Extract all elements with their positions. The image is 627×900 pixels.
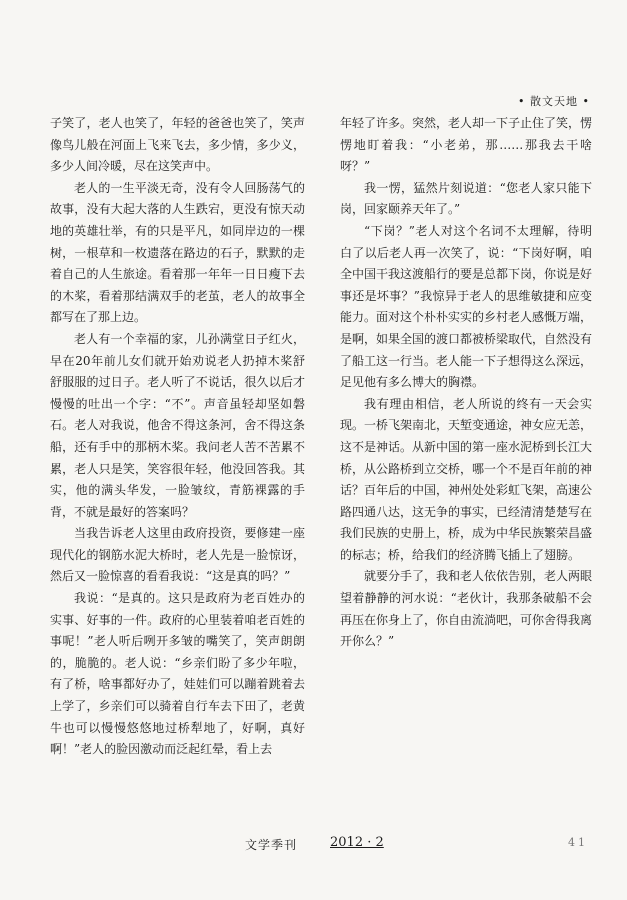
issue-number: 2012 · 2	[330, 835, 384, 850]
paragraph: 就要分手了，我和老人依依告别，老人两眼望着静静的河水说：“老伙计，我那条破船不会再压在你身上了，你自由流淌吧，可你舍得我离开你么？”	[340, 569, 593, 649]
section-header: • 散文天地 •	[518, 95, 590, 108]
journal-title: 文学季刊	[245, 838, 298, 852]
page-footer	[0, 836, 627, 852]
paragraph: 我说：“是真的。这只是政府为老百姓办的实事、好事的一件。政府的心里装着咱老百姓的事呢！”老人听后咧开多皱的嘴笑了，笑声朗朗的，脆脆的。老人说：“乡亲们盼了多少年啦，有了桥，啥事都好办了，娃娃们可以蹦着跳着去上学了，乡亲们可以骑着自行车去下田了，老黄牛也可以慢慢悠悠地过桥犁地了，好啊，真好啊！”老人的脸因激动而泛起红晕，看上去	[50, 591, 305, 757]
right-column	[340, 113, 592, 653]
paragraph: “下岗？”老人对这个名词不太理解，待明白了以后老人再一次笑了，说：“下岗好啊，咱全中国干我这渡船行的要是总都下岗，你说是好事还是坏事？”我惊异于老人的思维敏捷和应变能力。面对这个朴朴实实的乡村老人感慨万端，是啊，如果全国的渡口都被桥梁取代，自然没有了船工这一行当。老人能一下子想得这么深远，足见他有多么博大的胸襟。	[340, 223, 593, 390]
paragraph: 当我告诉老人这里由政府投资，要修建一座现代化的钢筋水泥大桥时，老人先是一脸惊讶，然后又一脸惊喜的看看我说：“这是真的吗？”	[50, 526, 305, 584]
paragraph: 我有理由相信，老人所说的终有一天会实现。一桥飞架南北，天堑变通途，神女应无恙，这不是神话。从新中国的第一座水泥桥到长江大桥，从公路桥到立交桥，哪一个不是百年前的神话？百年后的中国，神州处处彩虹飞架，高速公路四通八达，这无争的事实，已经清清楚楚写在我们民族的史册上，桥，成为中华民族繁荣昌盛的标志；桥，给我们的经济腾飞插上了翅膀。	[340, 396, 593, 562]
page-number: 41	[568, 836, 588, 849]
paragraph: 年轻了许多。突然，老人却一下子止住了笑，愣愣地盯着我：“小老弟，那……那我去干啥呀？”	[340, 116, 593, 174]
paragraph: 我一愣，猛然片刻说道：“您老人家只能下岗，回家颐养天年了。”	[340, 180, 592, 217]
paragraph: 老人的一生平淡无奇，没有令人回肠荡气的故事，没有大起大落的人生跌宕，更没有惊天动地的英雄壮举，有的只是平凡，如同岸边的一棵树，一根草和一枚遗落在路边的石子，默默的走着自己的人生旅途。看着那一年年一日日瘦下去的木桨，看着那结满双手的老茧，老人的故事全都写在了那上边。	[50, 180, 305, 325]
left-column	[50, 113, 305, 761]
paragraph: 老人有一个幸福的家，儿孙满堂日子红火，早在20年前儿女们就开始劝说老人扔掉木桨舒舒服服的过日子。老人听了不说话，很久以后才慢慢的吐出一个字：“不”。声音虽轻却坚如磐石。老人对我说，他舍不得这条河，舍不得这条船，还有手中的那柄木桨。我问老人苦不苦累不累，老人只是笑，笑容很年轻，他没回答我。其实，他的满头华发，一脸皱纹，青筋裸露的手背，不就是最好的答案吗？	[50, 331, 305, 519]
paragraph: 子笑了，老人也笑了，年轻的爸爸也笑了，笑声像鸟儿般在河面上飞来飞去，多少情，多少义，多少人间冷暖，尽在这笑声中。	[50, 116, 305, 174]
